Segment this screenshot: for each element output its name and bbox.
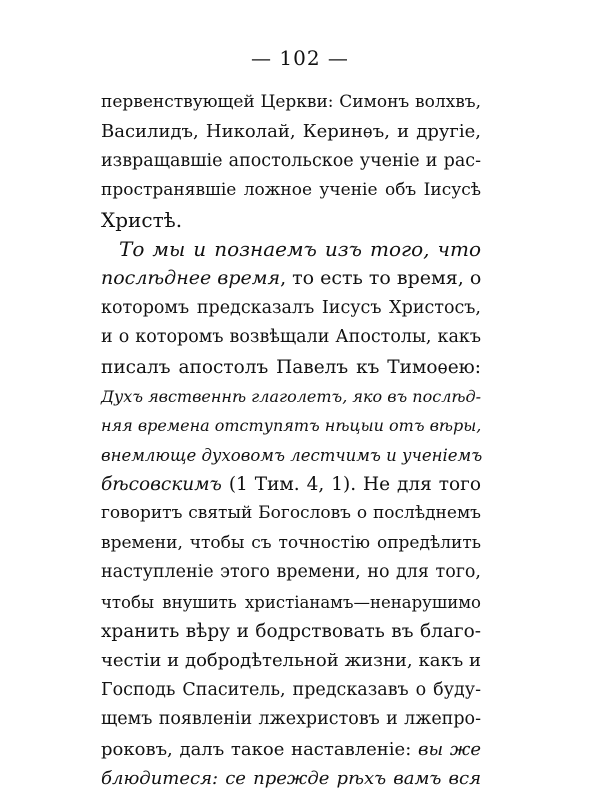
italic-text-segment: блюдитеся: се прежде рѣхъ вамъ вся <box>101 767 481 789</box>
text-line <box>101 147 481 176</box>
text-line <box>101 117 481 146</box>
text-line <box>101 294 481 323</box>
text-line <box>101 176 481 205</box>
text-line <box>101 206 481 235</box>
text-segment: первенствующей Церкви: Симонъ волхвъ, <box>101 92 481 112</box>
text-line <box>101 323 481 352</box>
text-segment: наступленіе этого времени, но для того, <box>101 562 481 583</box>
text-segment: чтобы внушить христіанамъ—ненарушимо <box>101 592 481 612</box>
text-segment: Василидъ, Николай, Керинѳъ, и другіе, <box>101 121 481 143</box>
text-line <box>101 499 481 528</box>
italic-text-segment: послѣднее время <box>101 267 281 290</box>
text-line <box>101 558 481 587</box>
text-segment: и о которомъ возвѣщали Апостолы, какъ <box>101 327 481 348</box>
body-text <box>101 88 481 793</box>
text-segment: Господь Спаситель, предсказавъ о буду- <box>101 679 481 700</box>
text-line <box>101 588 481 617</box>
text-line <box>101 235 481 264</box>
page-number: — 102 — <box>251 46 349 70</box>
text-line <box>101 646 481 675</box>
text-segment: пространявшіе ложное ученіе объ Іисусѣ <box>101 180 481 201</box>
text-segment: Христѣ. <box>101 207 183 232</box>
text-line <box>101 88 481 117</box>
text-segment: роковъ, далъ такое наставленіе: <box>101 738 418 760</box>
text-line <box>101 264 481 293</box>
italic-text-segment: То мы и познаемъ изъ того, что <box>119 236 481 261</box>
text-segment: хранить вѣру и бодрствовать въ благо- <box>101 621 481 643</box>
italic-text-segment: няя времена отступятъ нѣцыи отъ вѣры, <box>101 416 482 436</box>
text-line <box>101 764 481 793</box>
italic-text-segment: внемлюще духовомъ лестчимъ и ученіемъ <box>101 445 483 465</box>
text-line <box>101 735 481 764</box>
text-line <box>101 676 481 705</box>
text-line <box>101 529 481 558</box>
text-line <box>101 382 481 411</box>
text-line <box>101 617 481 646</box>
text-segment: писалъ апостолъ Павелъ къ Тимоѳею: <box>101 356 481 378</box>
text-segment: извращавшіе апостольское ученіе и рас- <box>101 150 481 171</box>
text-line <box>101 705 481 734</box>
text-segment: честіи и добродѣтельной жизни, какъ и <box>101 650 481 672</box>
text-segment: времени, чтобы съ точностію опредѣлить <box>101 532 481 553</box>
text-line <box>101 353 481 382</box>
italic-text-segment: бѣсовскимъ <box>101 474 222 496</box>
italic-text-segment: вы же <box>418 738 481 760</box>
text-segment: которомъ предсказалъ Іисусъ Христосъ, <box>101 297 481 318</box>
text-line <box>101 441 481 470</box>
text-line <box>101 411 481 440</box>
text-segment: щемъ появленіи лжехристовъ и лжепро- <box>101 709 481 730</box>
text-segment: (1 Тим. 4, 1). Не для того <box>221 474 481 496</box>
text-segment: говоритъ святый Богословъ о послѣднемъ <box>101 503 481 524</box>
text-segment: , то есть то время, о <box>280 267 482 290</box>
italic-text-segment: Духъ явственнѣ глаголетъ, яко въ послѣд- <box>101 386 482 406</box>
text-line <box>101 470 481 499</box>
